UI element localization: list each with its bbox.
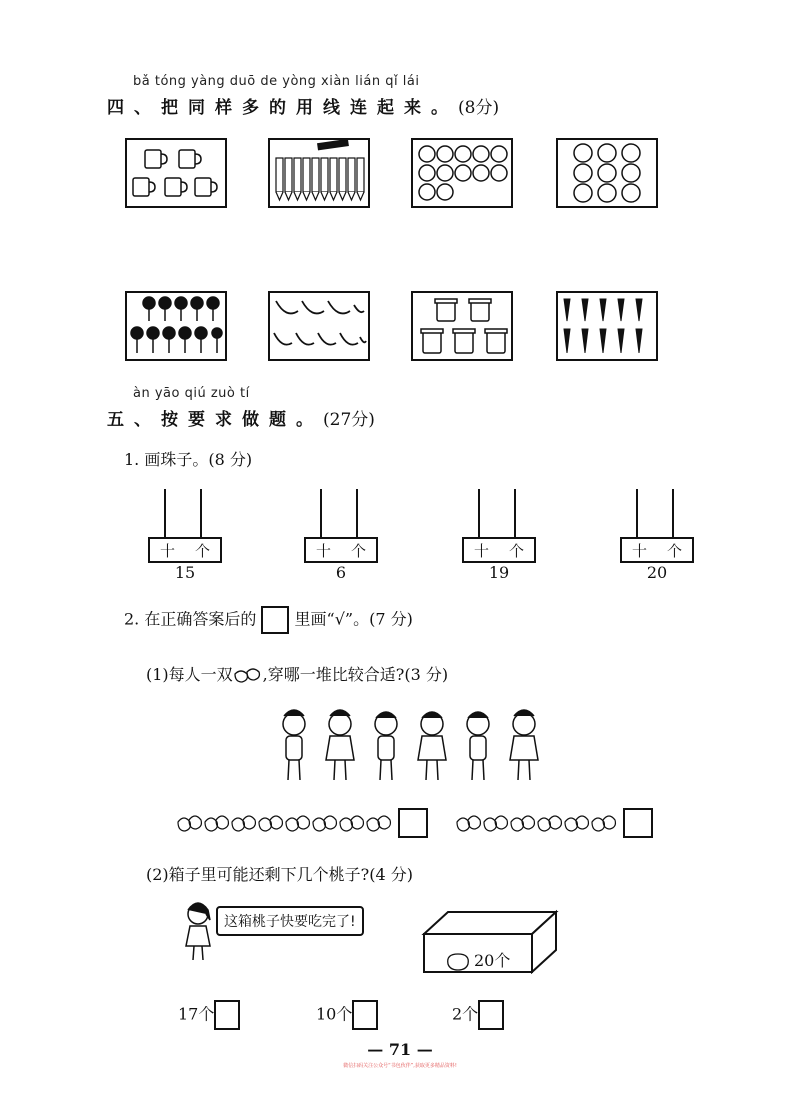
girl-icon — [180, 900, 220, 964]
option-text: 10个 — [316, 1004, 353, 1024]
q2-sub1-after: ,穿哪一堆比较合适?(3 分) — [262, 665, 449, 684]
shoe-icon — [243, 816, 255, 829]
shoe-icon — [522, 816, 534, 829]
option-17 — [178, 1000, 240, 1030]
option-2 — [452, 1000, 504, 1030]
section5-title: 按要求做题。 — [161, 410, 323, 430]
ones-rod — [200, 489, 202, 539]
carrots-picture[interactable] — [556, 291, 658, 361]
flowers-picture[interactable] — [125, 291, 227, 361]
flowers-icon — [127, 293, 225, 359]
shoe-icon — [468, 816, 480, 829]
abacus-base — [620, 537, 694, 563]
shoe-icon — [549, 816, 561, 829]
section4-number: 四、 — [107, 98, 161, 118]
shoes-icon — [233, 666, 263, 686]
shoe-icon — [495, 816, 507, 829]
shoe-icon — [270, 816, 282, 829]
q1-label: 1. 画珠子。(8 分) — [124, 450, 253, 469]
q2-label — [124, 606, 413, 634]
abacus-number: 6 — [335, 563, 347, 582]
section4-score: (8分) — [458, 98, 500, 118]
jars-picture[interactable] — [411, 291, 513, 361]
abacus-4[interactable] — [620, 489, 694, 582]
cups-icon — [127, 140, 225, 206]
tens-label: 十 — [315, 541, 331, 560]
ones-label: 个 — [194, 541, 210, 560]
answer-box-pile-b[interactable] — [623, 808, 653, 838]
ones-label: 个 — [350, 541, 366, 560]
footer-note: 微信扫码关注公众号“书包伙伴”,获取更多精品资料! — [343, 1063, 457, 1069]
tens-rod — [320, 489, 322, 539]
section4-title: 把同样多的用线连起来。 — [161, 98, 458, 118]
answer-box-option-2[interactable] — [478, 1000, 504, 1030]
apples-picture[interactable] — [411, 138, 513, 208]
apples-icon — [413, 140, 511, 206]
page-number: — 71 — — [367, 1040, 433, 1059]
tens-rod — [636, 489, 638, 539]
answer-box-pile-a[interactable] — [398, 808, 428, 838]
abacus-number: 19 — [488, 563, 510, 582]
abacus-3[interactable] — [462, 489, 536, 582]
abacus-base — [304, 537, 378, 563]
option-10 — [316, 1000, 378, 1030]
bananas-icon — [270, 293, 368, 359]
option-text: 17个 — [178, 1004, 215, 1024]
shoe-icon — [324, 816, 336, 829]
q2-label-before: 2. 在正确答案后的 — [124, 609, 257, 629]
answer-box-option-10[interactable] — [352, 1000, 378, 1030]
pencils-picture[interactable] — [268, 138, 370, 208]
section4-heading — [107, 93, 499, 118]
tens-label: 十 — [473, 541, 489, 560]
section5-pinyin: àn yāo qiú zuò tí — [133, 386, 250, 401]
child-4-icon — [418, 712, 446, 780]
child-3-icon — [375, 712, 397, 780]
abacus-1[interactable] — [148, 489, 222, 582]
q2-label-after: 里画“√”。(7 分) — [294, 609, 413, 629]
q2-sub2-label: (2)箱子里可能还剩下几个桃子?(4 分) — [146, 865, 413, 884]
shoe-icon — [603, 816, 615, 829]
child-6-icon — [510, 710, 538, 780]
abacus-number: 15 — [174, 563, 196, 582]
shoe-icon — [576, 816, 588, 829]
child-2-icon — [326, 710, 354, 780]
tomatoes-picture[interactable] — [556, 138, 658, 208]
section5-heading — [107, 405, 375, 430]
abacus-base — [462, 537, 536, 563]
pencils-icon — [270, 140, 368, 206]
ones-label: 个 — [666, 541, 682, 560]
shoe-pile-b-icon — [455, 812, 620, 834]
jars-icon — [413, 293, 511, 359]
answer-box-sample — [261, 606, 289, 634]
child-5-icon — [467, 712, 489, 780]
abacus-base — [148, 537, 222, 563]
children-illustration — [270, 706, 550, 786]
ones-rod — [672, 489, 674, 539]
shoe-icon — [216, 816, 228, 829]
abacus-number: 20 — [646, 563, 668, 582]
tens-rod — [164, 489, 166, 539]
q2-sub1-label — [146, 662, 448, 686]
section4-pinyin: bǎ tóng yàng duō de yòng xiàn lián qǐ lái — [133, 74, 420, 89]
abacus-2[interactable] — [304, 489, 378, 582]
section5-score: (27分) — [323, 410, 375, 430]
shoe-icon — [189, 816, 201, 829]
tens-label: 十 — [631, 541, 647, 560]
ones-label: 个 — [508, 541, 524, 560]
child-1-icon — [283, 710, 305, 780]
box-label: 20个 — [474, 951, 511, 970]
tens-label: 十 — [159, 541, 175, 560]
option-text: 2个 — [452, 1004, 479, 1024]
speech-bubble: 这箱桃子快要吃完了! — [216, 906, 364, 936]
tens-rod — [478, 489, 480, 539]
shoe-pile-a-icon — [176, 812, 396, 834]
cups-picture[interactable] — [125, 138, 227, 208]
shoe-icon — [378, 816, 390, 829]
section5-number: 五、 — [107, 410, 161, 430]
q2-sub1-before: (1)每人一双 — [146, 665, 233, 684]
shoe-icon — [297, 816, 309, 829]
bananas-picture[interactable] — [268, 291, 370, 361]
shoe-icon — [351, 816, 363, 829]
ones-rod — [514, 489, 516, 539]
carrots-icon — [558, 293, 656, 359]
answer-box-option-17[interactable] — [214, 1000, 240, 1030]
tomatoes-icon — [558, 140, 656, 206]
ones-rod — [356, 489, 358, 539]
